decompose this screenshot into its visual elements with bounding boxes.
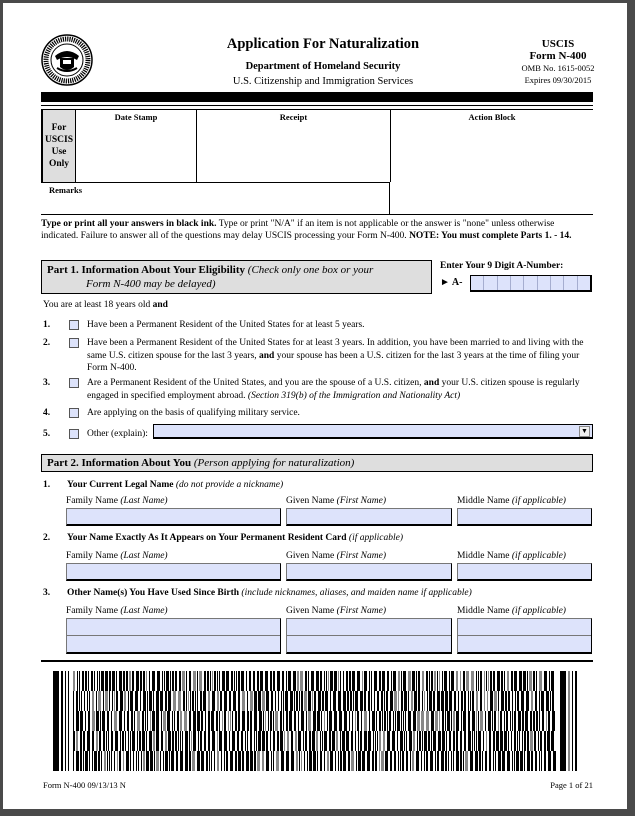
part2-note: (Person applying for naturalization) — [193, 457, 355, 469]
action-block-cell — [391, 110, 593, 214]
form-id-block — [508, 38, 608, 86]
date-stamp-label: Date Stamp — [114, 112, 158, 122]
question-number: 1. — [43, 480, 51, 490]
label-note: (Last Name) — [120, 606, 168, 616]
omb-number: OMB No. 1615-0052 — [521, 63, 595, 73]
label-text: Family Name — [66, 551, 121, 561]
middle-name-label — [457, 606, 566, 616]
document-page — [3, 3, 627, 809]
given-name-label — [286, 551, 386, 561]
agency-abbr: USCIS — [541, 38, 575, 50]
a-number-digit[interactable] — [511, 276, 524, 290]
option-text-emphasis: and — [259, 350, 275, 361]
a-number-digit[interactable] — [564, 276, 577, 290]
q3-given-name-input-1[interactable] — [287, 619, 451, 636]
option-text-emphasis: and — [423, 378, 440, 388]
question-note: (if applicable) — [348, 533, 404, 543]
label-note: (First Name) — [336, 496, 386, 506]
question-note: (include nicknames, aliases, and maiden name if applicable) — [241, 588, 472, 598]
q1-middle-name-input[interactable] — [457, 508, 592, 526]
a-number-input[interactable] — [470, 275, 592, 292]
given-name-label — [286, 606, 386, 616]
question-label — [67, 588, 472, 598]
a-number-digit[interactable] — [471, 276, 484, 290]
eligibility-option-4 — [43, 407, 595, 421]
eligibility-option-2 — [43, 337, 595, 375]
a-number-digit[interactable] — [484, 276, 497, 290]
question-title: Other Name(s) You Have Used Since Birth — [67, 588, 240, 598]
label-line: USCIS — [45, 135, 73, 145]
option-3-checkbox[interactable] — [69, 378, 79, 388]
q1-given-name-input[interactable] — [286, 508, 452, 526]
question-number: 3. — [43, 588, 51, 598]
label-note: (Last Name) — [120, 551, 168, 561]
age-requirement — [43, 300, 168, 310]
question-number: 2. — [43, 533, 51, 543]
for-uscis-use-only-label — [41, 110, 76, 182]
chevron-down-icon[interactable]: ▼ — [579, 426, 590, 437]
q2-family-name-input[interactable] — [66, 563, 281, 581]
bottom-divider — [41, 660, 593, 662]
remarks-cell — [41, 182, 390, 214]
option-text-part: Have been a Permanent Resident of the United States for at least 3 years. In addition, you have been married to and living with the same U.S. citizen spouse for the last 3 years, — [87, 338, 584, 361]
option-4-checkbox[interactable] — [69, 408, 79, 418]
expiration-date: Expires 09/30/2015 — [524, 75, 592, 85]
label-note: (Last Name) — [120, 496, 168, 506]
q3-family-name-input-2[interactable] — [67, 636, 280, 653]
option-text-citation: (Section 319(b) of the Immigration and Nationality Act) — [247, 390, 461, 401]
receipt-label: Receipt — [279, 112, 308, 122]
part1-header — [41, 260, 432, 294]
question-1 — [43, 480, 595, 494]
label-note: (if applicable) — [511, 606, 566, 616]
part1-note: Form N-400 may be delayed) — [86, 278, 216, 290]
label-text: Middle Name — [457, 606, 512, 616]
label-text: Family Name — [66, 606, 121, 616]
label-text: Given Name — [286, 551, 337, 561]
middle-name-label — [457, 551, 566, 561]
question-2 — [43, 533, 595, 547]
option-text-part: Are a Permanent Resident of the United States, and you are the spouse of a U.S. citizen, — [87, 378, 424, 388]
form-title: Application For Naturalization — [226, 36, 420, 52]
option-text-part: your U.S. citizen spouse is regularly engaged in specified employment abroad. — [87, 378, 580, 401]
option-text: Have been a Permanent Resident of the United States for at least 5 years. — [87, 320, 365, 330]
q3-middle-name-input-2[interactable] — [458, 636, 591, 653]
option-number: 5. — [43, 429, 51, 439]
question-note: (do not provide a nickname) — [175, 480, 284, 490]
instructions-note: NOTE: You must complete Parts 1. - 14. — [409, 231, 572, 241]
a-number-digit[interactable] — [578, 276, 590, 290]
label-line: Only — [48, 159, 70, 169]
a-number-label: Enter Your 9 Digit A-Number: — [440, 261, 564, 271]
header-divider-thick — [41, 92, 593, 102]
form-number: Form N-400 — [529, 50, 587, 62]
a-number-digit[interactable] — [551, 276, 564, 290]
option-5-checkbox[interactable] — [69, 429, 79, 439]
family-name-label — [66, 606, 168, 616]
a-number-digit[interactable] — [538, 276, 551, 290]
other-explain-dropdown[interactable] — [153, 424, 593, 439]
question-title: Your Current Legal Name — [67, 480, 174, 490]
action-block-label: Action Block — [468, 112, 516, 122]
label-text: Given Name — [286, 496, 337, 506]
label-text: Middle Name — [457, 496, 512, 506]
q3-given-name-input-2[interactable] — [287, 636, 451, 653]
form-edition: Form N-400 09/13/13 N — [43, 780, 126, 790]
dhs-seal-icon — [41, 34, 93, 86]
label-note: (First Name) — [336, 551, 386, 561]
eligibility-option-3 — [43, 377, 595, 403]
q2-given-name-input[interactable] — [286, 563, 452, 581]
receipt-cell — [197, 110, 391, 182]
middle-name-label — [457, 496, 566, 506]
age-text: You are at least 18 years old — [43, 300, 153, 310]
option-text — [87, 337, 592, 375]
label-line: Use — [51, 147, 67, 157]
part1-title: Part 1. Information About Your Eligibility — [47, 264, 246, 276]
part2-header — [41, 454, 593, 472]
label-text: Family Name — [66, 496, 121, 506]
q2-middle-name-input[interactable] — [457, 563, 592, 581]
q3-family-name-input-1[interactable] — [67, 619, 280, 636]
uscis-use-block — [41, 109, 593, 215]
option-text: Other (explain): — [87, 429, 148, 439]
label-text: Middle Name — [457, 551, 512, 561]
q1-family-name-input[interactable] — [66, 508, 281, 526]
instructions — [41, 218, 593, 242]
q3-family-name-inputs — [66, 618, 281, 654]
family-name-label — [66, 551, 168, 561]
a-number-digit[interactable] — [524, 276, 537, 290]
q3-middle-name-input-1[interactable] — [458, 619, 591, 636]
age-and: and — [152, 300, 168, 310]
question-label — [67, 480, 283, 490]
pdf417-barcode-icon — [53, 671, 579, 771]
instructions-text: Type or print "N/A" if an item is not applicable or the answer is "none" unless otherwise indicated. Failure to answer all of the questions may delay USCIS processing your Form N-400. — [41, 219, 555, 241]
header-divider-thin — [41, 105, 593, 106]
option-text — [87, 377, 592, 402]
a-number-prefix: ► A- — [440, 277, 463, 288]
date-stamp-cell — [76, 110, 197, 182]
instructions-bold: Type or print all your answers in black ink. — [41, 219, 217, 229]
label-line: For — [51, 123, 67, 133]
agency-name: U.S. Citizenship and Immigration Services — [232, 76, 414, 87]
question-title: Your Name Exactly As It Appears on Your Permanent Resident Card — [67, 533, 347, 543]
eligibility-option-1 — [43, 319, 595, 333]
label-note: (if applicable) — [511, 551, 566, 561]
option-number: 4. — [43, 408, 51, 418]
remarks-label: Remarks — [49, 185, 83, 195]
part1-note: (Check only one box or your — [247, 264, 374, 276]
label-note: (if applicable) — [511, 496, 566, 506]
option-1-checkbox[interactable] — [69, 320, 79, 330]
part2-title: Part 2. Information About You — [47, 457, 192, 469]
page-number: Page 1 of 21 — [550, 780, 593, 790]
question-3 — [43, 588, 595, 602]
a-number-digit[interactable] — [498, 276, 511, 290]
option-number: 3. — [43, 378, 51, 388]
q3-middle-name-inputs — [457, 618, 592, 654]
given-name-label — [286, 496, 386, 506]
label-text: Given Name — [286, 606, 337, 616]
question-label — [67, 533, 403, 543]
option-text: Are applying on the basis of qualifying military service. — [87, 408, 300, 418]
department-name: Department of Homeland Security — [245, 61, 401, 72]
label-note: (First Name) — [336, 606, 386, 616]
option-text-part: your spouse has been a U.S. citizen for the last 3 years at the time of filing your Form N-400. — [87, 350, 580, 373]
family-name-label — [66, 496, 168, 506]
option-number: 1. — [43, 320, 51, 330]
q3-given-name-inputs — [286, 618, 452, 654]
option-2-checkbox[interactable] — [69, 338, 79, 348]
option-number: 2. — [43, 338, 51, 348]
